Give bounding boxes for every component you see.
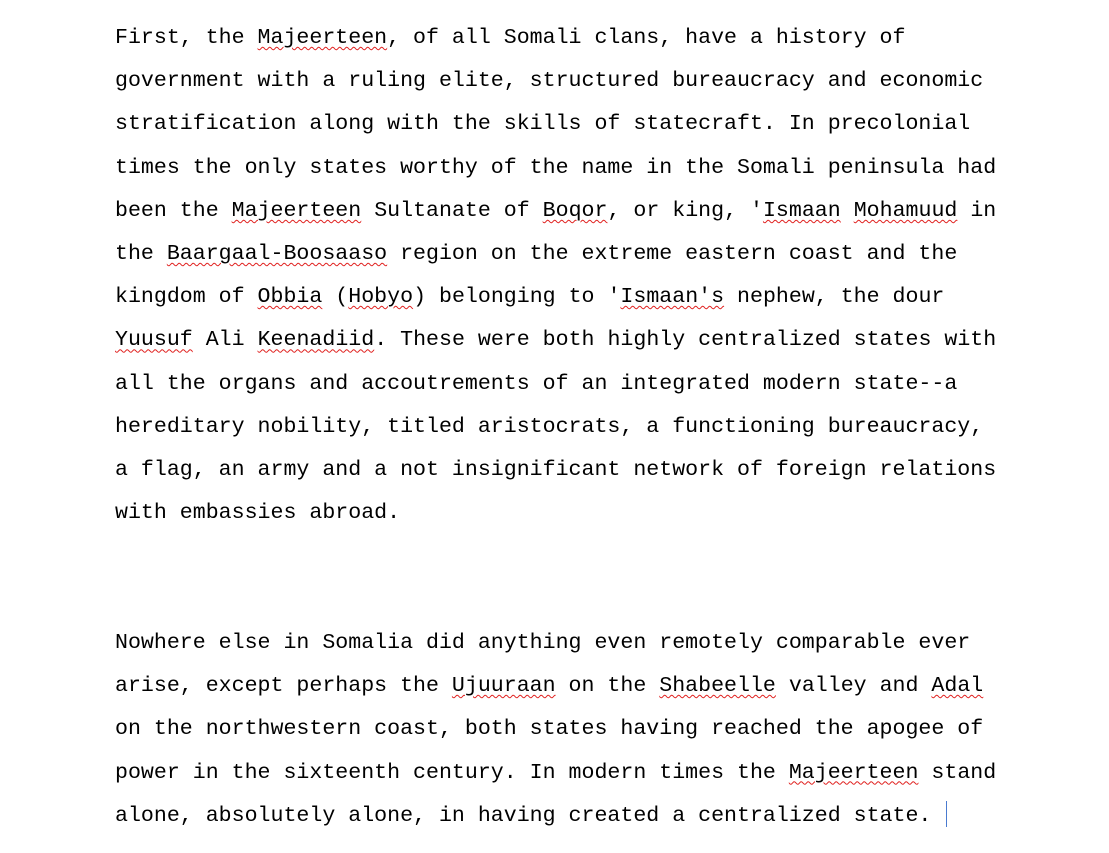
text-run: , of all Somali clans, have a history of <box>387 26 906 50</box>
text-line <box>115 492 1015 535</box>
text-run: First, the <box>115 26 258 50</box>
text-line <box>115 17 1015 60</box>
text-run: stratification along with the skills of statecraft. In precolonial <box>115 112 971 137</box>
spellcheck-flagged-word[interactable]: Majeerteen <box>788 760 919 785</box>
text-line <box>115 233 1015 276</box>
spellcheck-flagged-word[interactable]: Mohamuud <box>853 198 958 223</box>
text-run: kingdom of <box>115 285 258 310</box>
text-run: in <box>957 198 997 223</box>
spellcheck-flagged-word[interactable]: Shabeelle <box>659 674 776 699</box>
spellcheck-flagged-word[interactable]: Hobyo <box>348 285 414 310</box>
text-run: on the <box>555 674 660 699</box>
text-line <box>115 708 1015 751</box>
spellcheck-flagged-word[interactable]: Obbia <box>257 285 323 310</box>
text-line <box>115 147 1015 190</box>
text-line <box>115 449 1015 492</box>
spellcheck-flagged-word[interactable]: Ismaan <box>762 198 841 223</box>
text-run: with embassies abroad. <box>115 501 401 526</box>
spellcheck-flagged-word[interactable]: Keenadiid <box>257 328 375 353</box>
text-run: power in the sixteenth century. In modern times the <box>115 760 789 785</box>
text-line <box>115 622 1015 665</box>
spellcheck-flagged-word[interactable]: Majeerteen <box>257 26 388 50</box>
text-run: region on the extreme eastern coast and the <box>387 241 958 266</box>
text-run: Nowhere else in Somalia did anything even remotely comparable ever <box>115 631 971 655</box>
text-line <box>115 795 1015 838</box>
spellcheck-flagged-word[interactable]: Boqor <box>542 198 608 223</box>
text-cursor-caret <box>946 801 947 827</box>
paragraph-2[interactable] <box>115 622 1015 838</box>
spellcheck-flagged-word[interactable]: Majeerteen <box>231 198 362 223</box>
spellcheck-flagged-word[interactable]: Yuusuf <box>115 328 193 353</box>
text-run: Sultanate of <box>361 198 543 223</box>
text-line <box>115 190 1015 233</box>
text-run: hereditary nobility, titled aristocrats, a functioning bureaucracy, <box>115 414 984 439</box>
text-run: ( <box>322 285 349 310</box>
text-run: times the only states worthy of the name in the Somali peninsula had <box>115 155 997 180</box>
spellcheck-flagged-word[interactable]: Ismaan's <box>620 285 725 310</box>
text-run: , or king, ' <box>607 198 763 223</box>
text-run: Ali <box>192 328 258 353</box>
text-line <box>115 60 1015 103</box>
text-line <box>115 276 1015 319</box>
text-line <box>115 363 1015 406</box>
text-run: government with a ruling elite, structured bureaucracy and economic <box>115 69 984 94</box>
text-line <box>115 103 1015 146</box>
text-line <box>115 752 1015 795</box>
text-line <box>115 406 1015 449</box>
text-line <box>115 665 1015 708</box>
spellcheck-flagged-word[interactable]: Ujuuraan <box>451 674 556 699</box>
text-run: all the organs and accoutrements of an integrated modern state--a <box>115 371 958 396</box>
text-run: ) belonging to ' <box>413 285 621 310</box>
text-run: valley and <box>775 674 932 699</box>
text-run: alone, absolutely alone, in having created a centralized state. <box>115 803 945 828</box>
text-run: a flag, an army and a not insignificant network of foreign relations <box>115 457 997 482</box>
paragraph-1[interactable] <box>115 17 1015 535</box>
text-run: on the northwestern coast, both states having reached the apogee of <box>115 717 984 742</box>
text-run: . These were both highly centralized states with <box>374 328 997 353</box>
text-run: the <box>115 241 167 266</box>
spellcheck-flagged-word[interactable]: Baargaal-Boosaaso <box>166 241 388 266</box>
text-run: been the <box>115 198 232 223</box>
text-run <box>841 199 854 223</box>
text-line <box>115 319 1015 362</box>
text-run: nephew, the dour <box>724 285 945 310</box>
text-run: arise, except perhaps the <box>115 674 452 699</box>
text-run: stand <box>918 760 997 785</box>
spellcheck-flagged-word[interactable]: Adal <box>931 674 984 699</box>
